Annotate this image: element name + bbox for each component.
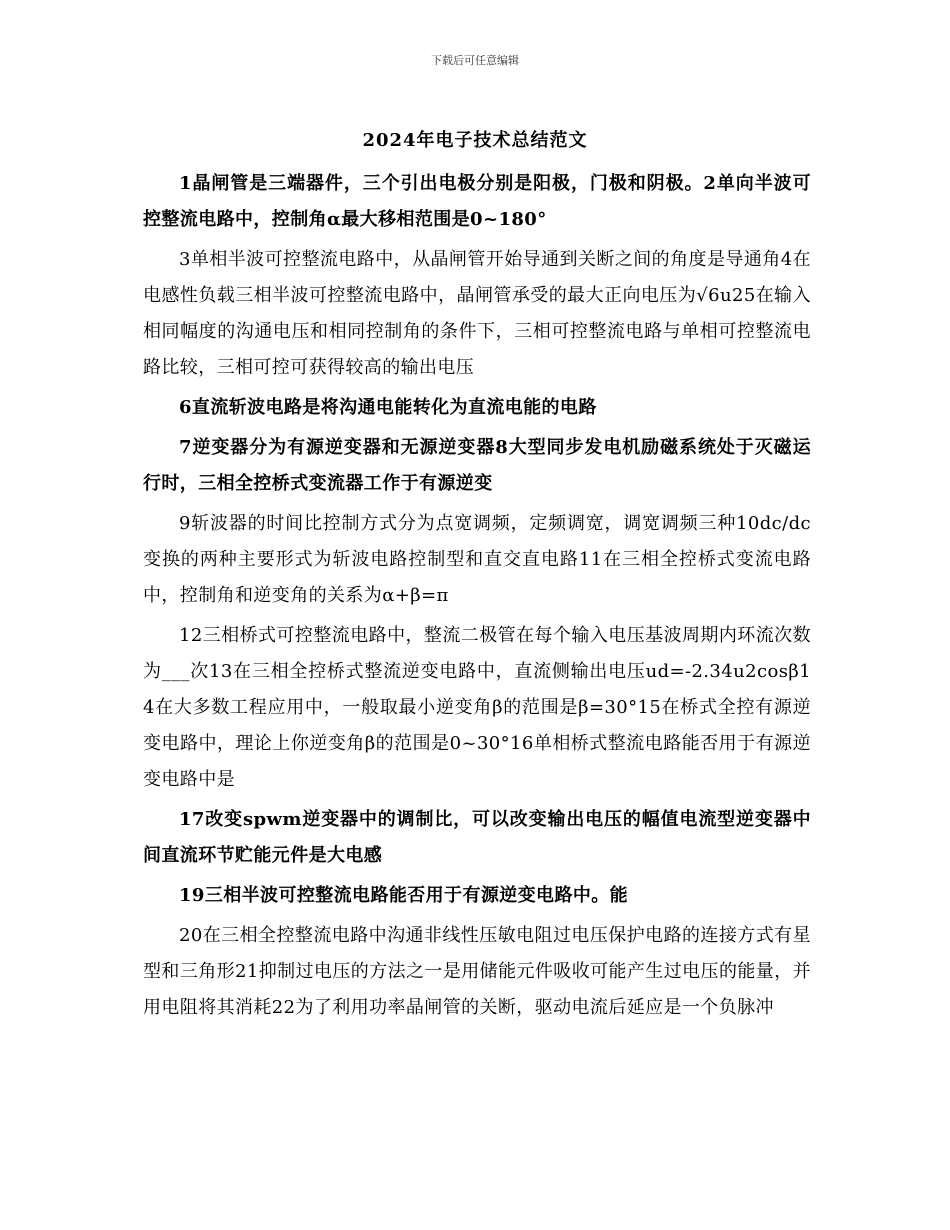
- paragraph-3: 6直流斩波电路是将沟通电能转化为直流电能的电路: [179, 397, 597, 418]
- paragraph-1: 1晶闸管是三端器件，三个引出电极分别是阳极，门极和阴极。2单向半波可控整流电路中，控制角α最大移相范围是0~180°: [143, 173, 811, 230]
- paragraph-8: 19三相半波可控整流电路能否用于有源逆变电路中。能: [179, 885, 629, 906]
- page-header: 下载后可任意编辑: [431, 54, 519, 67]
- paragraph-9: 20在三相全控整流电路中沟通非线性压敏电阻过电压保护电路的连接方式有星型和三角形21抑制过电压的方法之一是用储能元件吸收可能产生过电压的能量，并用电阻将其消耗22为了利用功率晶闸管的关断，驱动电流后延应是一个负脉冲: [143, 925, 811, 1018]
- paragraph-4: 7逆变器分为有源逆变器和无源逆变器8大型同步发电机励磁系统处于灭磁运行时，三相全控桥式变流器工作于有源逆变: [143, 437, 811, 494]
- paragraph-5: 9斩波器的时间比控制方式分为点宽调频，定频调宽，调宽调频三种10dc/dc变换的两种主要形式为斩波电路控制型和直交直电路11在三相全控桥式变流电路中，控制角和逆变角的关系为α+β=π: [143, 513, 811, 606]
- document-title: 2024年电子技术总结范文: [362, 130, 588, 151]
- document-body: [143, 166, 811, 1030]
- paragraph-6: 12三相桥式可控整流电路中，整流二极管在每个输入电压基波周期内环流次数为___次13在三相全控桥式整流逆变电路中，直流侧输出电压ud=-2.34u2cosβ14在大多数工程应用中，一般取最小逆变角β的范围是β=30°15在桥式全控有源逆变电路中，理论上你逆变角β的范围是0~30°16单相桥式整流电路能否用于有源逆变电路中是: [143, 625, 811, 790]
- paragraph-2: 3单相半波可控整流电路中，从晶闸管开始导通到关断之间的角度是导通角4在电感性负载三相半波可控整流电路中，晶闸管承受的最大正向电压为√6u25在输入相同幅度的沟通电压和相同控制角的条件下，三相可控整流电路与单相可控整流电路比较，三相可控可获得较高的输出电压: [143, 249, 811, 378]
- paragraph-7: 17改变spwm逆变器中的调制比，可以改变输出电压的幅值电流型逆变器中间直流环节贮能元件是大电感: [143, 809, 811, 866]
